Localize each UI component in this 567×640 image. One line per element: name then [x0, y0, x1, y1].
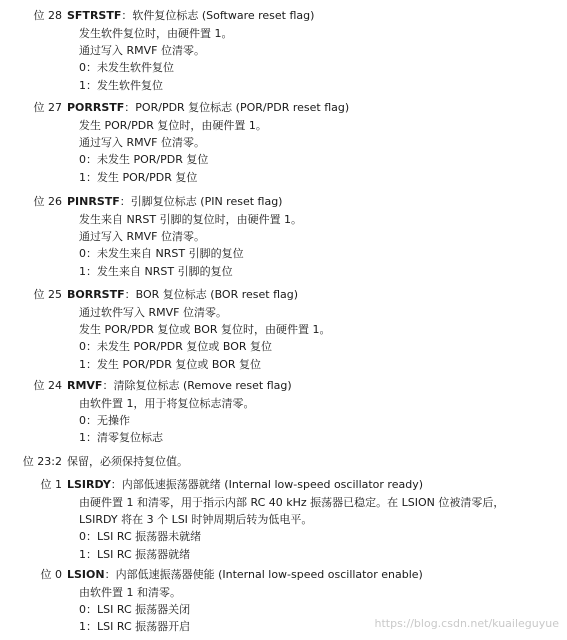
description-line: 发生 POR/PDR 复位或 BOR 复位时，由硬件置 1。	[79, 323, 331, 337]
field-name: RMVF	[67, 379, 103, 392]
bit-number: 位 28	[33, 9, 62, 22]
field-description: 引脚复位标志 (PIN reset flag)	[130, 195, 283, 208]
heading-text	[67, 377, 292, 395]
separator: ：	[124, 101, 136, 114]
heading-text	[67, 286, 298, 304]
bit-1-entry	[0, 476, 567, 563]
description-line: 0：LSI RC 振荡器关闭	[79, 603, 191, 617]
description-line: 由软件置 1，用于将复位标志清零。	[79, 397, 255, 410]
bits-23-2-entry	[0, 453, 567, 471]
field-description: 保留，必须保持复位值。	[67, 455, 188, 468]
heading-text	[67, 7, 314, 25]
field-name: SFTRSTF	[67, 9, 122, 22]
heading-text	[67, 193, 282, 211]
description-line: 通过写入 RMVF 位清零。	[79, 230, 205, 244]
description-line: 发生来自 NRST 引脚的复位时，由硬件置 1。	[79, 213, 303, 226]
description-line: LSIRDY 将在 3 个 LSI 时钟周期后转为低电平。	[79, 513, 313, 527]
heading-text	[67, 453, 188, 471]
watermark: https://blog.csdn.net/kuaileguyue	[374, 617, 559, 630]
entry-heading	[0, 286, 567, 304]
description-line: 通过软件写入 RMVF 位清零。	[79, 306, 227, 319]
description-line: 0：未发生软件复位	[79, 61, 174, 75]
description-line: 1：发生 POR/PDR 复位	[79, 170, 198, 184]
entry-heading	[0, 453, 567, 471]
description-line: 0：LSI RC 振荡器未就绪	[79, 530, 202, 544]
bit-number: 位 25	[33, 288, 62, 301]
field-description: 内部低速振荡器就绪 (Internal low-speed oscillator ready)	[121, 478, 424, 491]
field-description: 软件复位标志 (Software reset flag)	[132, 9, 315, 22]
entry-heading	[0, 377, 567, 395]
field-name: LSIRDY	[67, 478, 111, 491]
bit-number: 位 0	[40, 568, 62, 581]
bit-number: 位 27	[33, 101, 62, 114]
description-line: 发生软件复位时，由硬件置 1。	[79, 27, 233, 40]
description-line: 0：未发生来自 NRST 引脚的复位	[79, 247, 244, 261]
bit-25-entry	[0, 286, 567, 373]
description-line: 0：无操作	[79, 414, 130, 428]
field-description: 内部低速振荡器使能 (Internal low-speed oscillator enable)	[115, 568, 423, 581]
separator: ：	[110, 478, 122, 491]
separator: ：	[102, 379, 114, 392]
separator: ：	[119, 195, 131, 208]
separator: ：	[124, 288, 136, 301]
description-line: 1：LSI RC 振荡器就绪	[79, 547, 191, 561]
description-line: 由硬件置 1 和清零，用于指示内部 RC 40 kHz 振荡器已稳定。在 LSION 位被清零后，	[79, 496, 505, 509]
bit-number: 位 24	[33, 379, 62, 392]
description-line: 1：发生 POR/PDR 复位或 BOR 复位	[79, 357, 262, 371]
description-line: 1：清零复位标志	[79, 431, 163, 445]
entry-heading	[0, 566, 567, 584]
bit-24-entry	[0, 377, 567, 447]
description-line: 1：LSI RC 振荡器开启	[79, 620, 191, 634]
description-line: 发生 POR/PDR 复位时，由硬件置 1。	[79, 119, 267, 132]
description-line: 由软件置 1 和清零。	[79, 586, 181, 599]
description-line: 1：发生来自 NRST 引脚的复位	[79, 264, 233, 278]
field-name: LSION	[67, 568, 105, 581]
field-name: PINRSTF	[67, 195, 120, 208]
field-description: POR/PDR 复位标志 (POR/PDR reset flag)	[135, 101, 350, 114]
description-line: 0：未发生 POR/PDR 复位或 BOR 复位	[79, 340, 273, 354]
field-description: BOR 复位标志 (BOR reset flag)	[135, 288, 299, 301]
bit-28-entry	[0, 7, 567, 94]
description-line: 通过写入 RMVF 位清零。	[79, 44, 205, 58]
description-line: 通过写入 RMVF 位清零。	[79, 136, 205, 150]
field-name: PORRSTF	[67, 101, 125, 114]
bit-number: 位 26	[33, 195, 62, 208]
entry-heading	[0, 99, 567, 117]
heading-text	[67, 99, 349, 117]
bit-number: 位 1	[40, 478, 62, 491]
entry-heading	[0, 476, 567, 494]
heading-text	[67, 476, 423, 494]
bit-number: 位 23:2	[22, 455, 62, 468]
field-description: 清除复位标志 (Remove reset flag)	[113, 379, 292, 392]
separator: ：	[104, 568, 116, 581]
entry-heading	[0, 193, 567, 211]
bit-26-entry	[0, 193, 567, 280]
field-name: BORRSTF	[67, 288, 125, 301]
description-line: 0：未发生 POR/PDR 复位	[79, 153, 209, 167]
bit-27-entry	[0, 99, 567, 186]
separator: ：	[121, 9, 133, 22]
description-line: 1：发生软件复位	[79, 78, 163, 92]
heading-text	[67, 566, 423, 584]
entry-heading	[0, 7, 567, 25]
